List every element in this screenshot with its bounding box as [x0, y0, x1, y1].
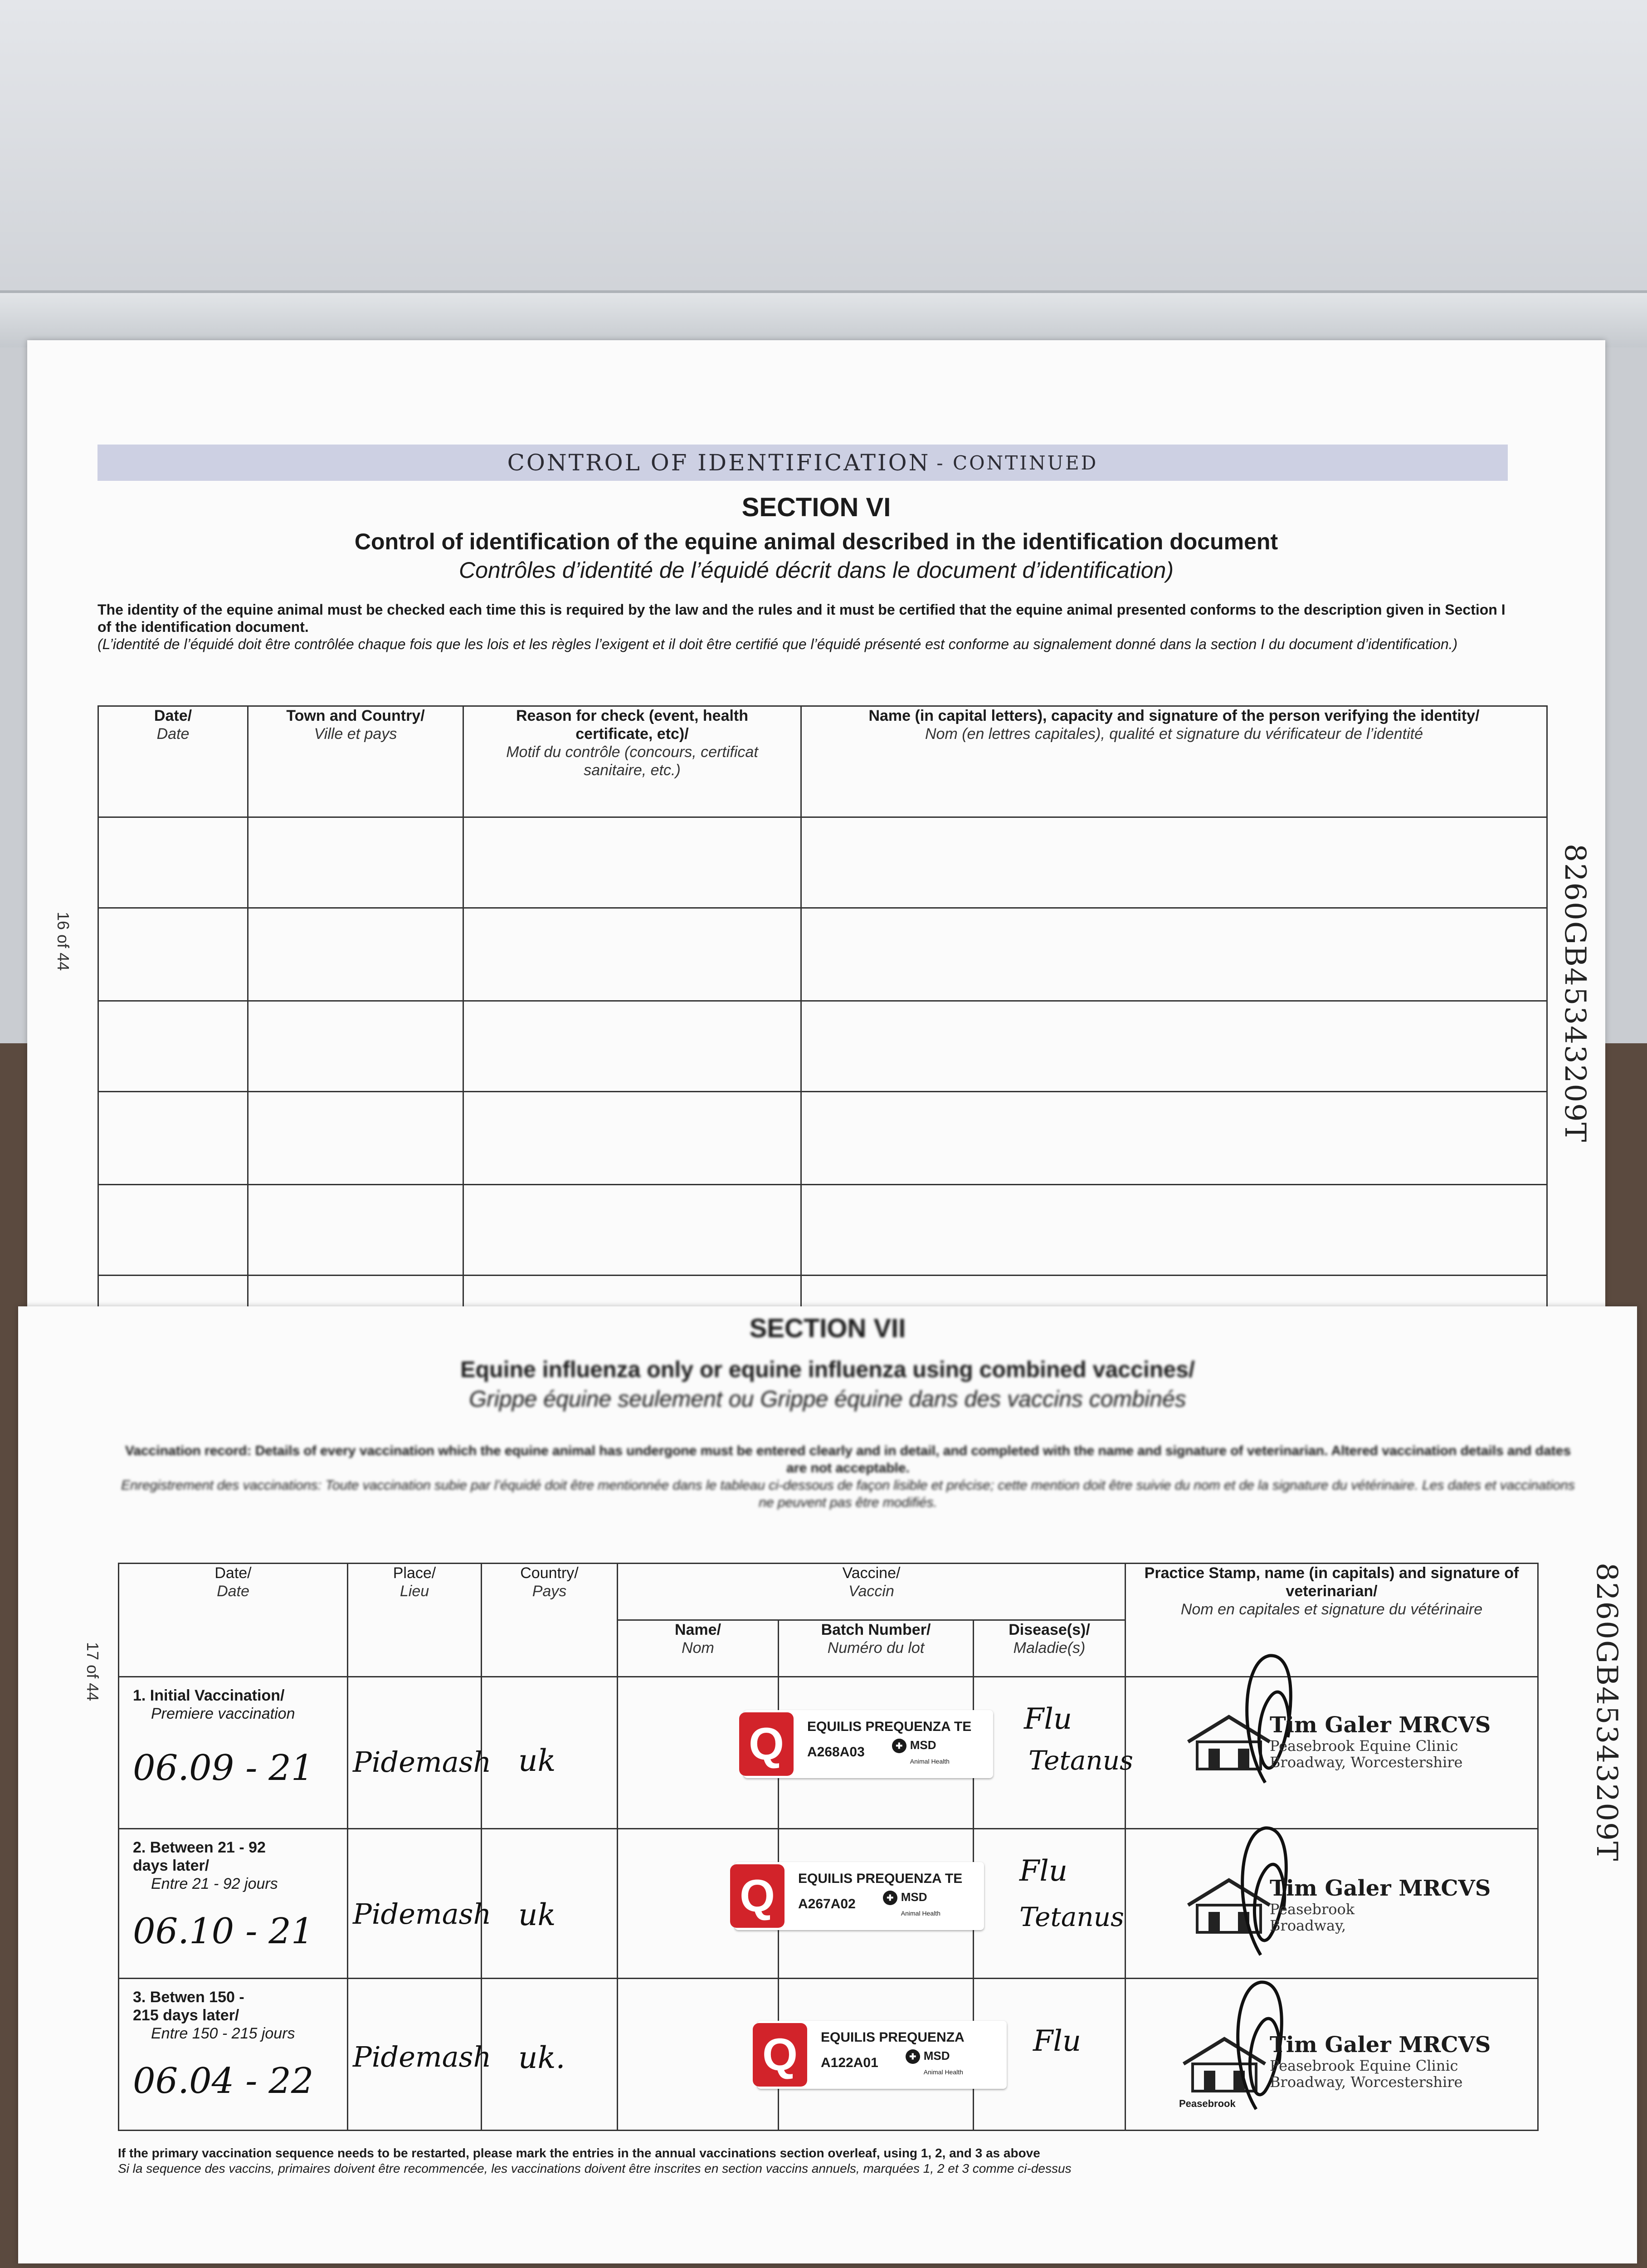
vaccination-date: 06.04 - 22	[133, 2061, 314, 2102]
background-top	[0, 0, 1647, 318]
section-title: SECTION VI	[741, 493, 891, 522]
intro-en: Vaccination record: Details of every vaccination which the equine animal has undergone must be entered clearly and in detail, and completed with the name and signature of veterinarian. Altered vaccination details and dates are not acceptable.	[125, 1443, 1571, 1476]
table-row	[98, 1001, 1547, 1092]
col-place: Place/ Lieu	[348, 1564, 482, 1677]
section-title: SECTION VII	[749, 1314, 906, 1343]
place-handwritten: Pidemash	[353, 2040, 492, 2073]
clinic-name: Peasebrook	[1270, 1901, 1355, 1918]
disease-handwritten: Flu	[1019, 1854, 1068, 1888]
col-vaccine-name: Name/ Nom	[618, 1620, 779, 1677]
plastic-sleeve	[0, 290, 1647, 347]
col-town-country: Town and Country/ Ville et pays	[248, 706, 463, 817]
intro-en: The identity of the equine animal must be checked each time this is required by the law and the rules and it must be certified that the equine animal presented conforms to the description given in Section I of the identification document.	[97, 601, 1506, 635]
q-logo-icon: Q	[739, 1712, 794, 1776]
place-handwritten: Pidemash	[353, 1745, 492, 1779]
table-header-row	[98, 706, 1547, 817]
country-handwritten: uk.	[518, 2040, 565, 2075]
footnote-fr: Si la sequence des vaccins, primaires doivent être recommencée, les vaccinations doivent être inscrites en section vaccins annuels, marquées 1, 2 et 3 comme ci-dessus	[118, 2161, 1072, 2175]
country-handwritten: uk	[518, 1897, 556, 1932]
vaccine-batch-sticker	[744, 1710, 993, 1778]
disease-handwritten: Tetanus	[1028, 1745, 1133, 1776]
col-reason: Reason for check (event, health certificate, etc)/ Motif du contrôle (concours, certificat sanitaire, etc.)	[463, 706, 801, 817]
q-logo-icon: Q	[753, 2023, 807, 2087]
row-label-cell: 2. Between 21 - 92 days later/ Entre 21 - 92 jours 06.10 - 21	[119, 1829, 348, 1979]
footnote	[118, 2146, 1569, 2176]
col-verifier: Name (in capital letters), capacity and signature of the person verifying the identity/ Nom (en lettres capitales), qualité et signature du vérificateur de l’identité	[801, 706, 1547, 817]
sticker-product: EQUILIS PREQUENZA TE	[807, 1719, 972, 1734]
table-row	[98, 908, 1547, 1001]
sticker-product: EQUILIS PREQUENZA	[821, 2029, 965, 2045]
vet-name: Tim Galer MRCVS	[1270, 1876, 1491, 1901]
vet-stamp	[1270, 2032, 1491, 2090]
clinic-name: Peasebrook Equine Clinic	[1270, 2057, 1458, 2074]
banner-subtitle: - CONTINUED	[936, 451, 1098, 474]
vaccine-batch-sticker	[757, 2021, 1007, 2089]
disease-handwritten: Tetanus	[1019, 1901, 1124, 1932]
country-handwritten: uk	[518, 1743, 556, 1778]
vet-name: Tim Galer MRCVS	[1270, 1712, 1491, 1738]
section-subtitle-en: Control of identification of the equine animal described in the identification document	[354, 529, 1278, 554]
section-subtitle-fr: Contrôles d’identité de l’équidé décrit dans le document d’identification)	[459, 557, 1174, 583]
identity-check-table	[97, 705, 1548, 1312]
clinic-name: Peasebrook Equine Clinic	[1270, 1737, 1458, 1755]
clinic-address: Broadway, Worcestershire	[1270, 2073, 1463, 2091]
col-country: Country/ Pays	[482, 1564, 618, 1677]
section-banner	[97, 445, 1508, 481]
col-date: Date/ Date	[98, 706, 248, 817]
clinic-address: Broadway,	[1270, 1917, 1346, 1934]
disease-handwritten: Flu	[1024, 1702, 1072, 1736]
sticker-batch: A267A02	[798, 1897, 856, 1911]
page-number: 16 of 44	[54, 912, 73, 971]
passport-serial-number: 8260GB45343209T	[1590, 1563, 1623, 1862]
intro-fr: (L’identité de l’équidé doit être contrôlée chaque fois que les lois et les règles l’exigent et il doit être certifié que l’équidé présenté est conforme au signalement donné dans la section I du document d’identification.)	[97, 636, 1458, 652]
vaccination-date: 06.10 - 21	[133, 1911, 314, 1952]
q-logo-icon: Q	[730, 1864, 785, 1928]
table-row	[98, 817, 1547, 908]
col-practice-stamp: Practice Stamp, name (in capitals) and signature of veterinarian/ Nom en capitales et signature du vétérinaire	[1126, 1564, 1538, 1677]
sticker-batch: A268A03	[807, 1745, 865, 1760]
sticker-batch: A122A01	[821, 2055, 878, 2070]
banner-title: CONTROL OF IDENTIFICATION	[507, 450, 931, 476]
table-row	[98, 1185, 1547, 1276]
col-diseases: Disease(s)/ Maladie(s)	[974, 1620, 1126, 1677]
col-date: Date/ Date	[119, 1564, 348, 1677]
passport-page-17	[18, 1306, 1637, 2263]
disease-handwritten: Flu	[1033, 2024, 1082, 2058]
msd-logo-icon: ✚ MSD Animal Health	[892, 1737, 950, 1769]
section-subtitle-fr: Grippe équine seulement ou Grippe équine dans des vaccins combinés	[469, 1386, 1186, 1412]
col-vaccine: Vaccine/ Vaccin	[618, 1564, 1126, 1620]
stamp-logo-text: Peasebrook	[1179, 2098, 1236, 2109]
intro-fr: Enregistrement des vaccinations: Toute vaccination subie par l’équidé doit être mentionnée dans le tableau ci-dessous de façon lisible et précise; cette mention doit être suivie du nom et de la signature du vétérinaire. Les dates et vaccinations ne peuvent pas être modifiés.	[121, 1478, 1575, 1510]
vet-name: Tim Galer MRCVS	[1270, 2032, 1491, 2058]
msd-logo-icon: ✚ MSD Animal Health	[906, 2048, 963, 2080]
row-label-cell: 1. Initial Vaccination/ Premiere vaccination 06.09 - 21	[119, 1677, 348, 1829]
table-header-row	[119, 1564, 1538, 1620]
intro-paragraph	[118, 1442, 1578, 1511]
col-batch-number: Batch Number/ Numéro du lot	[779, 1620, 974, 1677]
vaccination-date: 06.09 - 21	[133, 1748, 314, 1789]
vaccine-batch-sticker	[735, 1862, 984, 1930]
clinic-address: Broadway, Worcestershire	[1270, 1754, 1463, 1771]
passport-page-16	[27, 340, 1605, 1315]
msd-logo-icon: ✚ MSD Animal Health	[883, 1889, 940, 1921]
page-number: 17 of 44	[83, 1642, 102, 1701]
section-subtitle-en: Equine influenza only or equine influenza using combined vaccines/	[460, 1357, 1195, 1382]
row-label-cell: 3. Betwen 150 - 215 days later/ Entre 150 - 215 jours 06.04 - 22	[119, 1979, 348, 2131]
vet-stamp	[1270, 1876, 1491, 1934]
vet-stamp	[1270, 1712, 1491, 1770]
footnote-en: If the primary vaccination sequence needs to be restarted, please mark the entries in the annual vaccinations section overleaf, using 1, 2, and 3 as above	[118, 2146, 1040, 2160]
intro-paragraph	[97, 601, 1517, 653]
place-handwritten: Pidemash	[353, 1897, 492, 1931]
table-row	[98, 1092, 1547, 1185]
passport-serial-number: 8260GB45343209T	[1558, 844, 1592, 1143]
sticker-product: EQUILIS PREQUENZA TE	[798, 1871, 963, 1886]
